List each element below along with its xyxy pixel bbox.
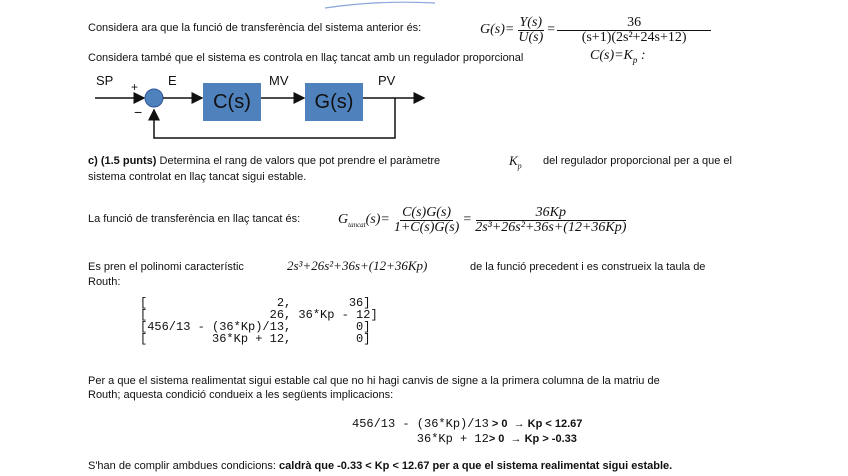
tf-fraction-1 bbox=[516, 16, 545, 45]
e-label: E bbox=[168, 73, 177, 88]
routh-row-4: [ 36*Kp + 12, 0] bbox=[140, 332, 371, 346]
routh-row-2: [ 26, 36*Kp - 12] bbox=[140, 308, 378, 322]
cl-den-2: 2s³+26s²+36s+(12+36Kp) bbox=[475, 219, 627, 235]
cl-equals: = bbox=[463, 212, 472, 227]
char-poly-text-2: de la funció precedent i es construeix la taula de bbox=[470, 261, 706, 273]
mv-label: MV bbox=[269, 73, 289, 88]
cl-lhs bbox=[338, 212, 390, 229]
cl-lhs-tail: (s)= bbox=[365, 211, 390, 227]
stability-line-1: Per a que el sistema realimentat sigui estable cal que no hi hagi canvis de signe a la primera columna de la matriu de bbox=[88, 375, 660, 387]
implication-2 bbox=[352, 431, 582, 446]
cl-lhs-subscript: tancat bbox=[348, 220, 366, 229]
plant-label: G(s) bbox=[314, 90, 354, 113]
summing-junction bbox=[145, 89, 163, 107]
conclusion bbox=[88, 459, 672, 473]
top-scribble bbox=[320, 0, 440, 10]
pv-label: PV bbox=[378, 73, 396, 88]
implication-1 bbox=[352, 416, 582, 431]
regulator-tail: : bbox=[637, 48, 646, 63]
char-poly-text-3: Routh: bbox=[88, 276, 121, 288]
question-text-2: del regulador proporcional per a que el bbox=[543, 155, 732, 167]
routh-row-1: [ 2, 36] bbox=[140, 296, 371, 310]
implication-1-cond: > 0 → Kp < 12.67 bbox=[488, 418, 583, 430]
char-poly: 2s³+26s²+36s+(12+36Kp) bbox=[287, 258, 428, 273]
controller-label: C(s) bbox=[213, 90, 251, 113]
stability-line-2: Routh; aquesta condició condueix a les següents implicacions: bbox=[88, 389, 394, 401]
question-text-3: sistema controlat en llaç tancat sigui estable. bbox=[88, 171, 307, 183]
cl-fraction-1 bbox=[392, 206, 461, 235]
question-line-1 bbox=[88, 154, 440, 168]
regulator-equation bbox=[590, 48, 646, 65]
implication-2-expr: 36*Kp + 12 bbox=[352, 432, 489, 446]
param-kp bbox=[509, 153, 522, 171]
plus-sign: + bbox=[131, 80, 139, 94]
minus-sign: − bbox=[134, 104, 143, 120]
question-label: c) (1.5 punts) bbox=[88, 155, 157, 167]
plant-transfer-function bbox=[480, 12, 713, 48]
param-subscript: p bbox=[517, 161, 522, 171]
conclusion-bold: caldrà que -0.33 < Kp < 12.67 per a que el sistema realimentat sigui estable. bbox=[279, 460, 673, 472]
closed-loop-transfer-function bbox=[338, 202, 630, 238]
cl-num-2: 36Kp bbox=[476, 206, 626, 221]
tf-num-1: Y(s) bbox=[519, 14, 543, 30]
tf-den-2: (s+1)(2s²+24s+12) bbox=[581, 29, 687, 45]
regulator-paragraph: Considera també que el sistema es controla en llaç tancat amb un regulador proporcional bbox=[88, 52, 524, 64]
implications bbox=[352, 416, 582, 446]
cl-num-1: C(s)G(s) bbox=[402, 204, 452, 220]
tf-den-1: U(s) bbox=[518, 29, 544, 45]
implication-2-cond: > 0 → Kp > -0.33 bbox=[488, 433, 577, 445]
routh-table bbox=[140, 297, 378, 345]
regulator-expr: C(s)=K bbox=[590, 48, 633, 63]
question-text-1: Determina el rang de valors que pot prendre el paràmetre bbox=[159, 155, 441, 167]
tf-fraction-2 bbox=[557, 16, 711, 45]
cl-lhs-symbol: G bbox=[338, 211, 349, 227]
routh-row-3: [456/13 - (36*Kp)/13, 0] bbox=[140, 320, 371, 334]
closed-loop-intro: La funció de transferència en llaç tancat és: bbox=[88, 213, 301, 225]
conclusion-text: S'han de complir ambdues condicions: bbox=[88, 460, 280, 472]
cl-fraction-2 bbox=[473, 206, 628, 235]
char-poly-text-1: Es pren el polinomi característic bbox=[88, 261, 244, 273]
intro-paragraph: Considera ara que la funció de transferència del sistema anterior és: bbox=[88, 22, 422, 34]
implication-1-expr: 456/13 - (36*Kp)/13 bbox=[352, 417, 489, 431]
sp-label: SP bbox=[96, 73, 114, 88]
cl-den-1: 1+C(s)G(s) bbox=[393, 219, 460, 235]
tf-equals: = bbox=[547, 22, 556, 37]
param-symbol: K bbox=[509, 153, 518, 168]
regulator-subscript: p bbox=[632, 54, 638, 65]
tf-num-2: 36 bbox=[557, 16, 711, 31]
tf-lhs: G(s)= bbox=[480, 22, 515, 37]
